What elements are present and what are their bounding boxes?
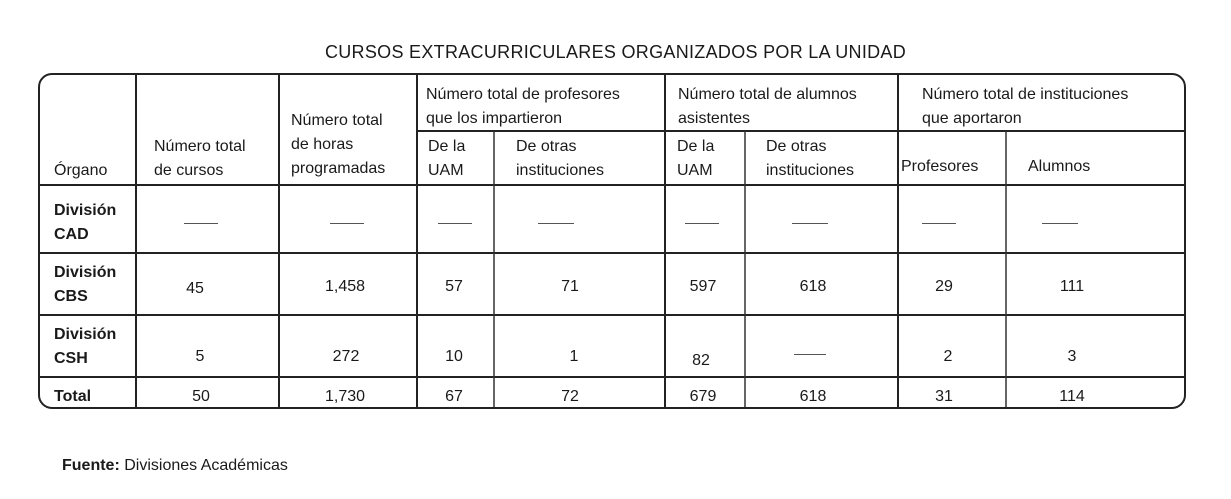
row-cad-alum-uam-dash [685,223,719,224]
row-cad-inst-prof-dash [922,223,956,224]
header-cursos-line2: de cursos [154,162,224,179]
row-cbs-inst-alum: 111 [1059,278,1085,295]
header-profesores-group-line1: Número total de profesores [426,86,620,103]
row-cbs-cursos: 45 [186,280,204,297]
row-cad-label-line2: CAD [54,226,89,243]
row-total-prof-otras: 72 [561,388,579,405]
header-alum-uam-line1: De la [677,138,715,155]
row-csh-alum-uam: 82 [692,352,710,369]
row-csh-label-line2: CSH [54,350,88,367]
header-alum-otras-line2: instituciones [766,162,855,179]
row-cad-prof-uam-dash [438,223,472,224]
header-prof-otras-line1: De otras [516,138,577,155]
row-cbs-prof-otras: 71 [561,278,579,295]
row-csh-horas: 272 [332,348,360,365]
row-cbs-inst-prof: 29 [935,278,953,295]
row-csh-cursos: 5 [195,348,205,365]
header-alum-otras-line1: De otras [766,138,827,155]
row-csh-prof-uam: 10 [445,348,463,365]
header-alumnos-group-line2: asistentes [678,110,751,127]
header-instituciones-group-line1: Número total de instituciones [922,86,1129,103]
header-cursos-line1: Número total [154,138,246,155]
row-total-horas: 1,730 [324,388,366,405]
row-cad-horas-dash [330,223,364,224]
row-cbs-label-line2: CBS [54,288,88,305]
header-instituciones-group-line2: que aportaron [922,110,1022,127]
row-csh-alum-otras-dash [794,354,826,355]
row-cbs-horas: 1,458 [324,278,366,295]
header-horas-line2: de horas [291,136,354,153]
row-total-cursos: 50 [192,388,210,405]
source-text: Divisiones Académicas [119,457,288,474]
row-cbs-alum-uam: 597 [689,278,717,295]
header-inst-profesores: Profesores [901,158,979,175]
row-cbs-label-line1: División [54,264,117,281]
row-total-inst-alum: 114 [1059,388,1085,405]
header-horas-line1: Número total [291,112,383,129]
header-prof-otras-line2: instituciones [516,162,605,179]
source-note [62,457,288,475]
header-prof-uam-line1: De la [428,138,466,155]
row-csh-prof-otras: 1 [569,348,579,365]
header-horas-line3: programadas [291,160,386,177]
row-cad-alum-otras-dash [792,223,828,224]
row-total-label: Total [54,388,92,405]
header-profesores-group-line2: que los impartieron [426,110,563,127]
row-csh-label-line1: División [54,326,117,343]
row-total-inst-prof: 31 [935,388,953,405]
row-total-alum-otras: 618 [799,388,827,405]
row-cad-prof-otras-dash [538,223,574,224]
header-inst-alumnos: Alumnos [1028,158,1091,175]
header-alumnos-group-line1: Número total de alumnos [678,86,857,103]
header-organo: Órgano [54,162,108,179]
row-cad-cursos-dash [184,223,218,224]
source-label: Fuente: [62,457,120,474]
row-csh-inst-prof: 2 [943,348,953,365]
row-total-alum-uam: 679 [689,388,717,405]
row-cad-label-line1: División [54,202,117,219]
header-alum-uam-line2: UAM [677,162,713,179]
table-title: CURSOS EXTRACURRICULARES ORGANIZADOS POR LA UNIDAD [324,42,907,62]
row-cbs-alum-otras: 618 [799,278,827,295]
row-csh-inst-alum: 3 [1067,348,1077,365]
row-total-prof-uam: 67 [445,388,463,405]
row-cbs-prof-uam: 57 [445,278,463,295]
row-cad-inst-alum-dash [1042,223,1078,224]
courses-table [38,73,1186,409]
header-prof-uam-line2: UAM [428,162,464,179]
